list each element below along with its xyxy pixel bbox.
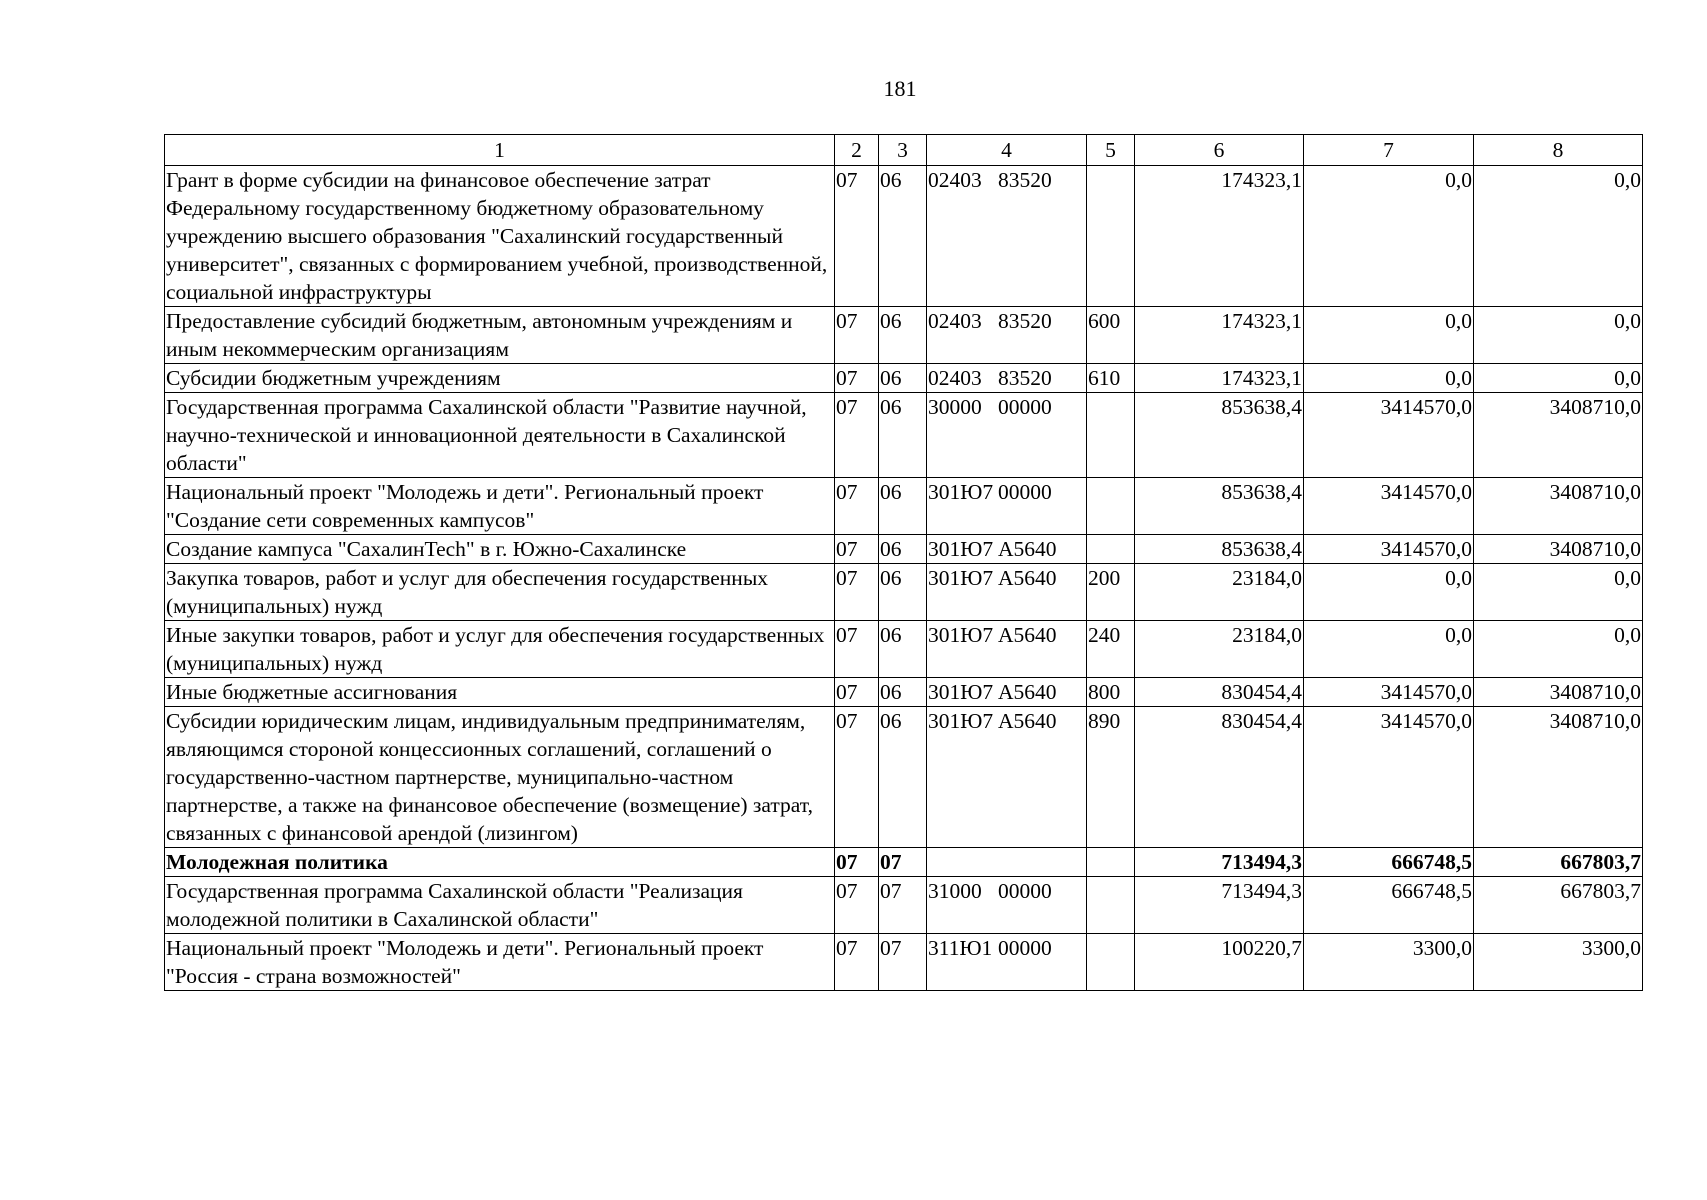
row-description: Иные закупки товаров, работ и услуг для обеспечения государственных (муниципальных) нужд [165, 621, 835, 678]
amount-year-3: 3408710,0 [1474, 535, 1643, 564]
section-code: 07 [835, 307, 879, 364]
section-code: 07 [835, 166, 879, 307]
amount-year-3: 0,0 [1474, 166, 1643, 307]
target-article-program: 301Ю7 [928, 537, 994, 561]
section-code: 07 [835, 364, 879, 393]
amount-year-2: 3414570,0 [1304, 678, 1474, 707]
target-article-program: 31000 [928, 879, 982, 903]
target-article-direction: 00000 [998, 936, 1052, 960]
expense-type-code: 610 [1087, 364, 1135, 393]
row-description: Создание кампуса "СахалинTech" в г. Южно-Сахалинске [165, 535, 835, 564]
expense-type-code [1087, 166, 1135, 307]
subsection-code: 06 [879, 707, 927, 848]
table-row [165, 393, 1643, 478]
target-article-direction: 00000 [998, 395, 1052, 419]
amount-year-2: 3414570,0 [1304, 707, 1474, 848]
table-header-row [165, 135, 1643, 166]
amount-year-3: 0,0 [1474, 621, 1643, 678]
amount-year-2: 3414570,0 [1304, 478, 1474, 535]
subsection-code: 06 [879, 535, 927, 564]
expense-type-code [1087, 535, 1135, 564]
subsection-code: 06 [879, 621, 927, 678]
amount-year-1: 713494,3 [1135, 848, 1304, 877]
subsection-code: 07 [879, 877, 927, 934]
table-row [165, 535, 1643, 564]
amount-year-2: 0,0 [1304, 166, 1474, 307]
target-article-program: 301Ю7 [928, 623, 994, 647]
table-row [165, 707, 1643, 848]
target-article-code [927, 364, 1087, 393]
amount-year-3: 3408710,0 [1474, 707, 1643, 848]
table-body [165, 166, 1643, 991]
target-article-code [927, 848, 1087, 877]
expense-type-code [1087, 934, 1135, 991]
target-article-direction: 00000 [998, 480, 1052, 504]
column-header: 2 [835, 135, 879, 166]
target-article-code [927, 564, 1087, 621]
target-article-direction: А5640 [998, 680, 1057, 704]
target-article-code [927, 307, 1087, 364]
target-article-program: 301Ю7 [928, 680, 994, 704]
amount-year-2: 0,0 [1304, 307, 1474, 364]
target-article-code [927, 621, 1087, 678]
amount-year-1: 174323,1 [1135, 307, 1304, 364]
amount-year-1: 853638,4 [1135, 393, 1304, 478]
target-article-code [927, 707, 1087, 848]
expense-type-code: 890 [1087, 707, 1135, 848]
target-article-program: 02403 [928, 309, 982, 333]
amount-year-2: 3414570,0 [1304, 393, 1474, 478]
row-description: Субсидии юридическим лицам, индивидуальным предпринимателям, являющимся стороной концессионных соглашений, соглашений о государственно-частном партнерстве, муниципально-частном партнерстве, а также на финансовое обеспечение (возмещение) затрат, связанных с финансовой арендой (лизингом) [165, 707, 835, 848]
amount-year-3: 667803,7 [1474, 848, 1643, 877]
section-code: 07 [835, 621, 879, 678]
row-description: Предоставление субсидий бюджетным, автономным учреждениям и иным некоммерческим организациям [165, 307, 835, 364]
target-article-program: 30000 [928, 395, 982, 419]
subsection-code: 07 [879, 848, 927, 877]
section-code: 07 [835, 707, 879, 848]
table-row [165, 478, 1643, 535]
amount-year-1: 23184,0 [1135, 621, 1304, 678]
section-code: 07 [835, 478, 879, 535]
amount-year-1: 713494,3 [1135, 877, 1304, 934]
subsection-code: 06 [879, 564, 927, 621]
target-article-code [927, 678, 1087, 707]
amount-year-1: 853638,4 [1135, 535, 1304, 564]
column-header: 1 [165, 135, 835, 166]
amount-year-1: 853638,4 [1135, 478, 1304, 535]
expense-type-code [1087, 393, 1135, 478]
row-description: Грант в форме субсидии на финансовое обеспечение затрат Федеральному государственному бюджетному образовательному учреждению высшего образования "Сахалинский государственный университет", связанных с формированием учебной, производственной, социальной инфраструктуры [165, 166, 835, 307]
column-header: 8 [1474, 135, 1643, 166]
amount-year-2: 3300,0 [1304, 934, 1474, 991]
row-description: Закупка товаров, работ и услуг для обеспечения государственных (муниципальных) нужд [165, 564, 835, 621]
target-article-direction: 00000 [998, 879, 1052, 903]
section-code: 07 [835, 564, 879, 621]
table-row [165, 621, 1643, 678]
target-article-program: 301Ю7 [928, 709, 994, 733]
expense-type-code: 600 [1087, 307, 1135, 364]
target-article-direction: А5640 [998, 623, 1057, 647]
column-header: 7 [1304, 135, 1474, 166]
row-description: Государственная программа Сахалинской области "Развитие научной, научно-технической и инновационной деятельности в Сахалинской области" [165, 393, 835, 478]
target-article-program: 301Ю7 [928, 480, 994, 504]
section-code: 07 [835, 535, 879, 564]
section-code: 07 [835, 393, 879, 478]
amount-year-3: 3408710,0 [1474, 478, 1643, 535]
expense-type-code: 800 [1087, 678, 1135, 707]
table-row [165, 848, 1643, 877]
section-code: 07 [835, 934, 879, 991]
section-code: 07 [835, 848, 879, 877]
amount-year-2: 666748,5 [1304, 848, 1474, 877]
row-description: Государственная программа Сахалинской области "Реализация молодежной политики в Сахалинской области" [165, 877, 835, 934]
expense-type-code [1087, 478, 1135, 535]
target-article-direction: 83520 [998, 309, 1052, 333]
target-article-code [927, 478, 1087, 535]
amount-year-3: 3300,0 [1474, 934, 1643, 991]
expense-type-code [1087, 877, 1135, 934]
subsection-code: 06 [879, 166, 927, 307]
table-row [165, 877, 1643, 934]
row-description: Молодежная политика [165, 848, 835, 877]
amount-year-2: 666748,5 [1304, 877, 1474, 934]
target-article-code [927, 934, 1087, 991]
amount-year-2: 0,0 [1304, 564, 1474, 621]
section-code: 07 [835, 678, 879, 707]
subsection-code: 06 [879, 364, 927, 393]
subsection-code: 06 [879, 393, 927, 478]
table-row [165, 564, 1643, 621]
amount-year-2: 3414570,0 [1304, 535, 1474, 564]
page-number: 181 [883, 76, 917, 101]
target-article-direction: А5640 [998, 566, 1057, 590]
row-description: Иные бюджетные ассигнования [165, 678, 835, 707]
amount-year-2: 0,0 [1304, 364, 1474, 393]
row-description: Национальный проект "Молодежь и дети". Региональный проект "Создание сети современных кампусов" [165, 478, 835, 535]
amount-year-3: 0,0 [1474, 307, 1643, 364]
expense-type-code: 200 [1087, 564, 1135, 621]
subsection-code: 06 [879, 478, 927, 535]
column-header: 4 [927, 135, 1087, 166]
target-article-direction: 83520 [998, 168, 1052, 192]
amount-year-3: 3408710,0 [1474, 393, 1643, 478]
table-row [165, 934, 1643, 991]
subsection-code: 06 [879, 678, 927, 707]
target-article-code [927, 877, 1087, 934]
row-description: Субсидии бюджетным учреждениям [165, 364, 835, 393]
target-article-direction: А5640 [998, 709, 1057, 733]
amount-year-3: 0,0 [1474, 564, 1643, 621]
target-article-code [927, 166, 1087, 307]
amount-year-3: 0,0 [1474, 364, 1643, 393]
amount-year-3: 3408710,0 [1474, 678, 1643, 707]
column-header: 6 [1135, 135, 1304, 166]
budget-table [164, 134, 1643, 991]
table-row [165, 364, 1643, 393]
amount-year-2: 0,0 [1304, 621, 1474, 678]
subsection-code: 06 [879, 307, 927, 364]
table-row [165, 307, 1643, 364]
amount-year-1: 174323,1 [1135, 166, 1304, 307]
amount-year-1: 100220,7 [1135, 934, 1304, 991]
amount-year-1: 830454,4 [1135, 678, 1304, 707]
target-article-program: 02403 [928, 366, 982, 390]
section-code: 07 [835, 877, 879, 934]
target-article-direction: 83520 [998, 366, 1052, 390]
target-article-code [927, 535, 1087, 564]
target-article-program: 311Ю1 [928, 936, 993, 960]
target-article-program: 02403 [928, 168, 982, 192]
amount-year-1: 23184,0 [1135, 564, 1304, 621]
expense-type-code: 240 [1087, 621, 1135, 678]
target-article-program: 301Ю7 [928, 566, 994, 590]
subsection-code: 07 [879, 934, 927, 991]
amount-year-1: 830454,4 [1135, 707, 1304, 848]
table-row [165, 166, 1643, 307]
column-header: 5 [1087, 135, 1135, 166]
table-row [165, 678, 1643, 707]
column-header: 3 [879, 135, 927, 166]
expense-type-code [1087, 848, 1135, 877]
amount-year-1: 174323,1 [1135, 364, 1304, 393]
target-article-code [927, 393, 1087, 478]
amount-year-3: 667803,7 [1474, 877, 1643, 934]
target-article-direction: А5640 [998, 537, 1057, 561]
row-description: Национальный проект "Молодежь и дети". Региональный проект "Россия - страна возможностей" [165, 934, 835, 991]
